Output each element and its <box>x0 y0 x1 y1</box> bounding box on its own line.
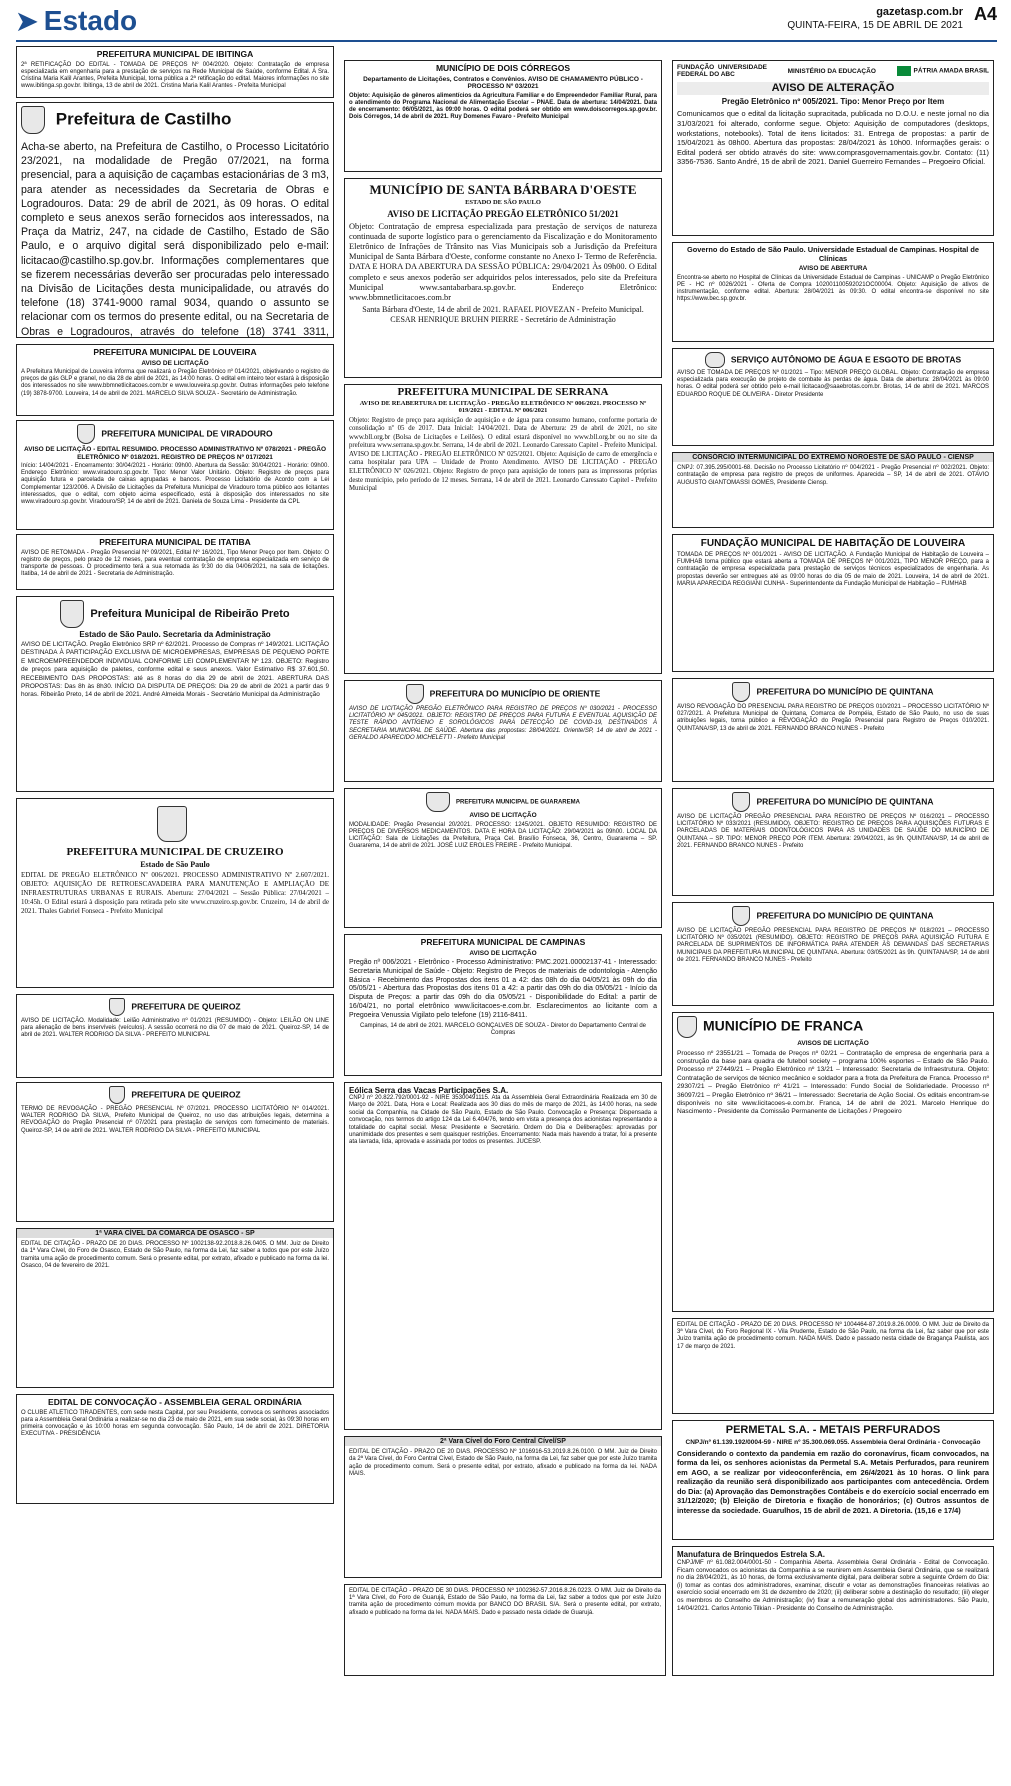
notice-permetal <box>672 1420 994 1540</box>
notice-ciensp <box>672 452 994 528</box>
notice-title: PREFEITURA MUNICIPAL DE LOUVEIRA <box>93 347 257 357</box>
notice-title: PREFEITURA MUNICIPAL DE IBITINGA <box>96 49 254 59</box>
notice-subtitle: Departamento de Licitações, Contratos e Convênios. AVISO DE CHAMAMENTO PÚBLICO - PROCESSO Nº 03/2021 <box>363 75 643 90</box>
notice-body: AVISO DE LICITAÇÃO PREGÃO ELETRÔNICO PARA REGISTRO DE PREÇOS Nº 030/2021 - PROCESSO LICITATÓRIO Nº 045/2021. OBJETO: REGISTRO DE PREÇOS PARA FUTURA E EVENTUAL AQUISIÇÃO DE TESTE RÁPIDO ANTÍGENO E SOROLÓGICOS PARA DETECÇÃO DE COVID-19, DESTINADOS À SECRETARIA MUNICIPAL DE SAÚDE. Abertura das propostas: 28/04/2021. Oriente/SP, 14 de abril de 2021 - GERALDO APARECIDO MICHELETTI - Prefeito Municipal <box>349 706 657 741</box>
notice-title: Governo do Estado de São Paulo. Universidade Estadual de Campinas. Hospital de Clínicas <box>687 245 979 263</box>
notice-viradouro <box>16 420 334 530</box>
notice-franca <box>672 1012 994 1312</box>
notice-title: SERVIÇO AUTÔNOMO DE ÁGUA E ESGOTO DE BROTAS <box>730 354 962 365</box>
notice-body: Objeto: Contratação de empresa especializada para prestação de serviços de natureza continuada de suporte logístico para o gerenciamento da Fiscalização e do Monitoramento Eletrônico de Infrações de Trânsito nas Vias Municipais sob a Jurisdição da Prefeitura Municipal de Santa Bárbara d'Oeste, conforme constante no Anexo I- Termo de Referência. DATA E HORA DA ABERTURA DA SESSÃO PÚBLICA: 29/04/2021 Às 09h00. O Edital completo e seus anexos poderão ser adquiridos pelos interessados, pelo site da Prefeitura Municipal www.santabarbara.sp.gov.br. Endereço Eletrônico: www.bbmnetlicitacoes.com.br <box>349 221 657 302</box>
notice-body: AVISO REVOGAÇÃO DO PRESENCIAL PARA REGISTRO DE PREÇOS 010/2021 – PROCESSO LICITATÓRIO Nº 027/2021. A Prefeitura Municipal de Quintana, Comarca de Pompéia, Estado de São Paulo, no uso de suas atribuições legais, torna público a REVOGAÇÃO do Pregão Presencial para Registro de Preços 010/2021. QUINTANA/SP, 13 de abril de 2021. FERNANDO BRANCO NUNES - Prefeito <box>677 704 989 732</box>
mec-label: MINISTÉRIO DA EDUCAÇÃO <box>787 67 876 75</box>
notice-castilho <box>16 102 334 338</box>
notice-body: AVISO DE RETOMADA - Pregão Presencial Nº 09/2021, Edital Nº 16/2021, Tipo Menor Preço por Item. Objeto: O registro de preços, pelo prazo de 12 meses, para eventual contratação de empresa especializada em serviço de transporte de pessoas. O procedimento terá a sua retomada às 9:30 do dia 04/06/2021, na sala de licitações. Itatiba, 14 de abril de 2021 - Secretaria de Administração. <box>21 549 329 578</box>
notice-body: Início: 14/04/2021 - Encerramento: 30/04/2021 - Horário: 09h00. Abertura da Sessão: 30/04/2021 - Horário: 09h00. Endereço Eletrônico: www.viradouro.sp.gov.br. Tipo: Menor Valor Unitário. Objeto: Registro de preços para aquisição futura e parcelada de caixas agrupadas e bancos. Processo Licitatório de Acordo com a Lei Complementar 123/2006. A Divisão de Licitações da Prefeitura Municipal de Viradouro torna público aos licitantes interessados, que o edital, com objeto acima especificado, está à disposição dos interessados no site www.viradouro.sp.gov.br. Viradouro/SP, 14 de abril de 2021. Daniela de Souza Lima - Presidente da CPL <box>21 463 329 506</box>
notice-body: 2ª RETIFICAÇÃO DO EDITAL - TOMADA DE PREÇOS Nº 004/2020. Objeto: Contratação de empresa especializada em engenharia para a prestação de serviços na Rede Municipal de Saúde, conforme Edital. A Sra. Cristina Maria Kalil Arantes, Prefeita Municipal, torna pública a 2ª retificação do edital. Maiores informações no site www.ibitinga.sp.gov.br. Ibitinga, 13 de abril de 2021. Cristina Maria Kalil Arantes - Prefeita Municipal <box>21 61 329 90</box>
notice-title: PREFEITURA MUNICIPAL DE VIRADOURO <box>101 428 273 439</box>
notice-comarca-osasco <box>16 1228 334 1388</box>
quintana-emblem-icon <box>732 792 750 812</box>
gov-logos-bar <box>677 64 989 78</box>
notice-subtitle: CNPJ/nº 61.139.192/0004-59 - NIRE nº 35.300.069.055. Assembleia Geral Ordinária - Convocação <box>685 1439 981 1446</box>
brazil-flag-icon <box>897 66 911 76</box>
notice-title: Prefeitura Municipal de Ribeirão Preto <box>90 607 290 620</box>
notice-oriente <box>344 680 662 782</box>
notice-dois-corregos <box>344 60 662 172</box>
notice-title: PREFEITURA DE QUEIROZ <box>131 1089 241 1100</box>
notice-title: MUNICÍPIO DE FRANCA <box>703 1017 864 1034</box>
ribeirao-emblem-icon <box>60 600 84 628</box>
notice-subtitle: Estado de São Paulo <box>140 860 210 869</box>
brasil-label: PÁTRIA AMADA BRASIL <box>913 67 989 75</box>
notice-title: PREFEITURA DE QUEIROZ <box>131 1001 241 1012</box>
notice-eolica <box>344 1082 662 1430</box>
notice-title: PREFEITURA MUNICIPAL DE ITATIBA <box>99 537 251 547</box>
notice-ribeirao-preto <box>16 596 334 792</box>
arrow-icon: ➤ <box>16 6 38 36</box>
notice-body: EDITAL DE PREGÃO ELETRÔNICO Nº 006/2021. PROCESSO ADMINISTRATIVO Nº 2.607/2021. OBJETO: AQUISIÇÃO DE RETROESCAVADEIRA PARA MANUTENÇÃO E AMPLIAÇÃO DE INFRAESTRUTURAS URBANAS E RURAIS. Abertura: 27/04/2021 – Sessão Pública: 27/04/2021 – 10:45h. O Edital estará à disposição para retirada pelo site www.cruzeiro.sp.gov.br. Cruzeiro, 14 de abril de 2021. Thales Gabriel Fonseca - Prefeito Municipal <box>21 870 329 915</box>
notice-title: MUNICÍPIO DE DOIS CÓRREGOS <box>435 63 571 73</box>
notice-santa-barbara <box>344 178 662 378</box>
notice-clube-convocacao <box>16 1394 334 1504</box>
notice-title: Eólica Serra das Vacas Participações S.A. <box>349 1086 509 1095</box>
notice-unicamp <box>672 242 994 342</box>
section-logo <box>16 4 176 38</box>
notice-body: MODALIDADE: Pregão Presencial 20/2021. PROCESSO: 1245/2021. OBJETO RESUMIDO: REGISTRO DE PREÇOS DE DIVERSOS MEDICAMENTOS. DATA E HORA DA LICITAÇÃO: 29/04/2021 às 09h00. LOCAL DA LICITAÇÃO: Sala de Licitações da Prefeitura, Praça Cel. Brasílio Fonseca, 36, Centro, Guararema – SP. Guararema, 14 de abril de 2021. JOSÉ LUIZ EROLES FREIRE - Prefeito Municipal. <box>349 821 657 850</box>
notice-body: Objeto: Registro de preço para aquisição de aquisição e de água para consumo humano, conforme portaria de consolidação nº 05 de 2017. Data Inicial: 14/04/2021. Data de Abertura: 29 de abril de 2021, no site www.bll.org.br (Bolsa de Licitações e Leilões). O edital estará disponível no www.bll.org.br ou no site da prefeitura www.serrana.sp.gov.br. Serrana, 14 de abril de 2021. Leonardo Caressato Capitel - Prefeito Municipal. AVISO DE LICITAÇÃO - PREGÃO ELETRÔNICO Nº 025/2021. Objeto: Aquisição de carro de emergência e cama hospitalar para UPA – Unidade de Pronto Atendimento. AVISO DE LICITAÇÃO - PREGÃO ELETRÔNICO Nº 026/2021. Objeto: Registro de preço para aquisição de toners para as impressoras próprias deste município, pelo período de 12 meses. Serrana, 14 de abril de 2021. Leonardo Caressato Capitel - Prefeito Municipal <box>349 416 657 493</box>
notice-state: ESTADO DE SÃO PAULO <box>465 199 541 206</box>
notice-title: PREFEITURA MUNICIPAL DE CRUZEIRO <box>66 846 284 858</box>
notice-body: Pregão nº 006/2021 - Eletrônico - Processo Administrativo: PMC.2021.00002137-41 - Interessado: Secretaria Municipal de Saúde - Objeto: Registro de Preços de materiais de odontologia - Atenção Básica - Recebimento das Propostas dos itens 01 a 42: das 08h do dia 04/05/21 às 09h do dia 05/05/21 - Abertura das Propostas dos itens 01 a 42: a partir das 09h do dia 05/05/21 - Início da Disputa de Preços: a partir das 09h do dia 05/05/21 - Disponibilidade do Edital: a partir de 16/04/21, no portal eletrônico www.licitacoes-e.com.br. Esclarecimentos ao licitante com a Pregoeira Venussia Vigilato pelo telefone (19) 2116-8411. <box>349 959 657 1019</box>
notice-title: CONSÓRCIO INTERMUNICIPAL DO EXTREMO NOROESTE DE SÃO PAULO - CIENSP <box>673 453 993 462</box>
notice-body: CNPJ: 07.395.295/0001-68. Decisão no Processo Licitatório nº 004/2021 - Pregão Presencial nº 002/2021. Objeto: contratação de empresa para registro de preços de uniformes. Aparecida – SP, 14 de abril de 2021. OTAVIO AUGUSTO GIANTOMASSI GOMES, Presidente Ciensp. <box>677 465 989 486</box>
notice-body: Objeto: Aquisição de gêneros alimentícios da Agricultura Familiar e do Empreendedor Familiar Rural, para o atendimento do Programa Nacional de Alimentação Escolar – PNAE. Data de abertura: 14/04/2021. Data de encerramento: 06/05/2021, às 09:00 horas. O edital poderá ser obtido em www.doiscorregos.sp.gov.br. Dois Córregos, 14 de abril de 2021. Ruy Domenes Favaro - Prefeito Municipal <box>349 92 657 121</box>
notice-body: EDITAL DE CITAÇÃO - PRAZO DE 30 DIAS. PROCESSO Nº 1002362-57.2016.8.26.0223. O MM. Juiz de Direito da 1ª Vara Cível, do Foro de Guarujá, Estado de São Paulo, na forma da Lei, faz saber a todos que por este Juízo tramita ação de procedimento comum movida por BANCO DO BRASIL S/A. Será o presente edital, por extrato, afixado e publicado na forma da lei. NADA MAIS. Dado e passado nesta cidade de Guarujá. <box>349 1588 661 1616</box>
section-title: Estado <box>43 5 138 36</box>
notice-title: 2ª Vara Cível do Foro Central Cível/SP <box>345 1437 661 1446</box>
notice-subtitle: AVISO DE REABERTURA DE LICITAÇÃO - PREGÃO ELETRÔNICO Nº 006/2021. PROCESSO Nº 019/2021 - EDITAL Nº 006/2021 <box>359 399 647 414</box>
notice-citacao-guaruja <box>344 1584 666 1676</box>
notice-body: TOMADA DE PREÇOS Nº 001/2021 - AVISO DE LICITAÇÃO. A Fundação Municipal de Habitação de Louveira – FUMHAB torna público que estará aberta a TOMADA DE PREÇOS Nº 001/2021, TIPO MENOR PREÇO, para a contratação de empresa especializada para prestação de serviços técnicos especializados de engenharia. As propostas deverão ser entregues até as 09:00 horas do dia 05 de maio de 2021. Louveira, 14 de abril de 2021. MARIA APARECIDA REGGIANI CUNHA - Superintendente da Fundação Municipal de Habitação – FUMHAB <box>677 552 989 587</box>
notice-estrela <box>672 1546 994 1676</box>
notice-title: PREFEITURA DO MUNICÍPIO DE QUINTANA <box>756 910 934 921</box>
notice-vara-franca <box>672 1318 994 1414</box>
edition-date: QUINTA-FEIRA, 15 DE ABRIL DE 2021 <box>787 20 963 31</box>
notice-title: 1ª VARA CÍVEL DA COMARCA DE OSASCO - SP <box>17 1229 333 1238</box>
notice-fumhab <box>672 534 994 672</box>
notice-title: PREFEITURA DO MUNICÍPIO DE ORIENTE <box>429 688 601 699</box>
notice-subtitle: AVISO DE LICITAÇÃO PREGÃO ELETRÔNICO 51/2021 <box>387 208 619 219</box>
guararema-emblem-icon <box>426 792 450 812</box>
queiroz-emblem-icon <box>109 1086 125 1104</box>
notice-vara-2 <box>344 1436 662 1578</box>
notice-body: CNPJ/MF nº 61.082.004/0001-50 - Companhia Aberta. Assembleia Geral Ordinária - Edital de Convocação. Ficam convocados os acionistas da Companhia a se reunirem em Assembleia Geral Ordinária, que se realizará no dia 28/04/2021, às 10 horas, de forma exclusivamente digital, para deliberar sobre a seguinte Ordem do Dia: (i) tomar as contas dos administradores, examinar, discutir e votar as demonstrações financeiras relativas ao exercício social encerrado em 31 de dezembro de 2020; (ii) deliberar sobre a destinação do resultado; (iii) eleger os membros do Conselho de Administração; (iv) fixar a remuneração global dos administradores. São Paulo, 14/04/2021. Carlos Antonio Tilkian - Presidente do Conselho de Administração. <box>677 1559 989 1612</box>
notice-subtitle: AVISOS DE LICITAÇÃO <box>797 1040 869 1047</box>
notice-title: PREFEITURA MUNICIPAL DE CAMPINAS <box>420 937 586 947</box>
notice-ufabc <box>672 60 994 236</box>
notice-body: Comunicamos que o edital da licitação supracitada, publicada no D.O.U. e neste jornal no dia 31/03/2021 foi alterado, conforme segue. Objeto: Aquisição de computadores (desktops, workstations, notebooks). Total de itens licitados: 31. Entrega de propostas: a partir de 15/04/2021 às 08h00. Abertura das propostas: 28/04/2021 às 10h00. Informações gerais: o Edital poderá ser obtido através do site: www.comprasgovernamentais.gov.br. Contato: (11) 3356-7536. Santo André, 15 de abril de 2021. Daniel Guerreiro Fernandes – Pregoeiro Oficial. <box>677 109 989 167</box>
notice-body: AVISO DE LICITAÇÃO PREGÃO PRESENCIAL PARA REGISTRO DE PREÇOS Nº 018/2021 – PROCESSO LICITATÓRIO Nº 035/2021 (RESUMIDO). OBJETO: REGISTRO DE PREÇOS PARA AQUISIÇÃO FUTURA E PARCELADA DE SUPRIMENTOS DE INFORMÁTICA PARA ATENDER ÀS DEMANDAS DAS SECRETARIAS MUNICIPAIS DA PREFEITURA MUNICIPAL DE QUINTANA. Abertura: 03/05/2021 às 9h. QUINTANA/SP, 14 de abril de 2021. FERNANDO BRANCO NUNES - Prefeito <box>677 928 989 963</box>
notice-title: MUNICÍPIO DE SANTA BÁRBARA D'OESTE <box>369 182 637 197</box>
notice-title: PREFEITURA DO MUNICÍPIO DE QUINTANA <box>756 686 934 697</box>
notice-body: Processo nº 23551/21 – Tomada de Preços nº 02/21 – Contratação de empresa de engenharia para a construção da base para quadra de futebol society – programa 100% esportes – Estado de São Paulo. Processo nº 27449/21 – Pregão Eletrônico nº 13/21 – Interessado: Secretaria de Infraestrutura. Objeto: Contratação de serviços de técnico mecânico e soldador para a frota da Prefeitura de Franca. Processo nº 29307/21 – Pregão Eletrônico nº 41/21 – Interessado: Fundo Social de Solidariedade. Processo nº 36097/21 – Pregão Eletrônico nº 36/21 – Interessado: Secretaria de Ação Social. Os editais encontram-se disponíveis no site www.licitacoes-e.com.br. Franca, 14 de abril de 2021. Marcelo Henrique do Nascimento - Presidente da Comissão Permanente de Licitações / Pregoeiro <box>677 1049 989 1116</box>
notice-body: EDITAL DE CITAÇÃO - PRAZO DE 20 DIAS. PROCESSO Nº 1016916-53.2019.8.26.0100. O MM. Juiz de Direito da 2ª Vara Cível, do Foro Central Cível, Estado de São Paulo, na forma da Lei, faz saber que por este Juízo tramita ação de procedimento comum. Será o presente edital, por extrato, afixado e publicado na forma da lei. NADA MAIS. <box>349 1449 657 1477</box>
notice-body: TERMO DE REVOGAÇÃO - PREGÃO PRESENCIAL Nº 07/2021. PROCESSO LICITATÓRIO Nº 014/2021. WALTER RODRIGO DA SILVA, Prefeito Municipal de Queiroz, no uso das atribuições legais, determina a REVOGAÇÃO do Pregão Presencial nº 07/2021 para prestação de serviços com fornecimento de materiais. Queiroz-SP, 14 de abril de 2021. WALTER RODRIGO DA SILVA - PREFEITO MUNICIPAL <box>21 1106 329 1134</box>
notice-quintana-2 <box>672 788 994 896</box>
notice-ibitinga <box>16 46 334 98</box>
notice-saae-brotas <box>672 348 994 446</box>
notice-title: Manufatura de Brinquedos Estrela S.A. <box>677 1550 826 1559</box>
notice-campinas <box>344 934 662 1076</box>
notice-title: EDITAL DE CONVOCAÇÃO - ASSEMBLEIA GERAL ORDINÁRIA <box>48 1397 302 1407</box>
notice-body: O CLUBE ATLETICO TIRADENTES, com sede nesta Capital, por seu Presidente, convoca os senhores associados para a Assembleia Geral Ordinária a realizar-se no dia 23 de maio de 2021, em sua sede social, às 09:30 horas em primeira convocação e às 10:00 horas em segunda convocação. São Paulo, 14 de abril de 2021. DIRETORIA EXECUTIVA - PRESIDÊNCIA <box>21 1409 329 1438</box>
notice-subtitle: AVISO DE LICITAÇÃO <box>141 359 209 367</box>
notice-subtitle: Pregão Eletrônico nº 005/2021. Tipo: Menor Preço por Item <box>721 97 945 107</box>
notice-serrana <box>344 384 662 674</box>
notice-signature: Campinas, 14 de abril de 2021. MARCELO GONÇALVES DE SOUZA - Diretor do Departamento Central de Compras <box>359 1022 646 1036</box>
saae-logo-icon <box>705 352 725 368</box>
notice-subtitle: AVISO DE ABERTURA <box>798 265 868 273</box>
notice-body: Considerando o contexto da pandemia em razão do coronavírus, ficam convocados, na forma da lei, os senhores acionistas da Permetal S.A. Metais Perfurados, para reunirem em AGO, a se realizar por videoconferência, em 26/4/2021 às 10 horas. O link para realização da reunião será disponibilizado aos participantes com antecedência. Ordem do Dia: (a) Aprovação das Demonstrações Contábeis e do exercício social encerrado em 31/12/2020; (b) Eleição de Diretoria e fixação de honorários; (c) Outros assuntos de interesse da sociedade. Guarulhos, 15 de abril de 2021. A Diretoria. (15,16 e 17/4) <box>677 1448 989 1516</box>
quintana-emblem-icon <box>732 906 750 926</box>
notice-title: FUNDAÇÃO MUNICIPAL DE HABITAÇÃO DE LOUVEIRA <box>700 538 966 549</box>
notice-body: CNPJ nº 20.822.792/0001-92 - NIRE 35300491115. Ata da Assembleia Geral Extraordinária Realizada em 30 de Março de 2021. Data, Hora e Local: Realizada aos 30 dias do mês de março de 2021, às 14:00 horas, na sede social da Companhia, na Cidade de São Paulo, Estado de São Paulo. Convocação e Presença: Dispensada a convocação, nos termos do artigo 124 da Lei 6.404/76, tendo em vista a presença dos acionistas representando a totalidade do capital social. Mesa: Presidente e Secretário. Ordem do Dia e Deliberações: aprovadas por unanimidade dos presentes e sem quaisquer restrições. Encerramento: Nada mais havendo a tratar, foi a presente ata lavrada, lida, aprovada e assinada por todos os presentes. JUCESP. <box>349 1095 657 1146</box>
notice-louveira <box>16 344 334 416</box>
notice-title: PREFEITURA DO MUNICÍPIO DE QUINTANA <box>756 796 934 807</box>
notice-subtitle: AVISO DE LICITAÇÃO <box>469 812 537 819</box>
header-rule <box>16 40 997 42</box>
notice-subtitle: AVISO DE LICITAÇÃO - EDITAL RESUMIDO. PROCESSO ADMINISTRATIVO Nº 078/2021 - PREGÃO ELETRÔNICO Nº 018/2021. REGISTRO DE PREÇOS Nº 017/2021 <box>23 446 326 461</box>
notice-itatiba <box>16 534 334 590</box>
notice-queiroz-2 <box>16 1082 334 1222</box>
notice-body: AVISO DE LICITAÇÃO PREGÃO PRESENCIAL PARA REGISTRO DE PREÇOS Nº 016/2021 – PROCESSO LICITATÓRIO Nº 033/2021 (RESUMIDO). OBJETO: REGISTRO DE PREÇOS PARA AQUISIÇÕES FUTURAS E PARCELADAS DE MATERIAIS ODONTOLÓGICOS PARA AS UNIDADES DE SAÚDE DO MUNICÍPIO DE QUINTANA – SP. TIPO: MENOR PREÇO POR ITEM. Abertura: 29/04/2021, às 9h. QUINTANA/SP, 14 de abril de 2021. FERNANDO BRANCO NUNES - Prefeito <box>677 814 989 849</box>
notice-title: PREFEITURA MUNICIPAL DE SERRANA <box>397 386 609 398</box>
site-url[interactable]: gazetasp.com.br <box>876 6 963 18</box>
notice-title: Prefeitura de Castilho <box>55 109 232 129</box>
notice-title: PREFEITURA MUNICIPAL DE GUARAREMA <box>456 799 580 806</box>
franca-emblem-icon <box>677 1016 697 1038</box>
notice-body: EDITAL DE CITAÇÃO - PRAZO DE 20 DIAS. PROCESSO Nº 1002138-92.2018.8.26.0405. O MM. Juiz de Direito da 1ª Vara Cível, do Foro de Osasco, Estado de São Paulo, na forma da Lei, faz saber a todos que por este Juízo tramita uma ação de procedimento comum. Será o presente edital, por extrato, afixado e publicado na forma da lei. Osasco, 04 de fevereiro de 2021. <box>21 1241 329 1269</box>
castilho-emblem-icon <box>21 106 45 134</box>
notice-body: Acha-se aberto, na Prefeitura de Castilho, o Processo Licitatório 23/2021, na modalidade de Pregão 07/2021, na forma presencial, para a aquisição de caçambas estacionárias de 3 m3, para atender as necessidades da Secretaria de Obras e Logradouros. Data: 29 de abril de 2021, às 09 horas. O edital completo e seus anexos serão fornecidos aos interessados, na Praça da Matriz, 247, na cidade de Castilho, Estado de São Paulo, e o arquivo digital será disponibilizado pelo e-mail: licitacao@castilho.sp.gov.br. Informações complementares que se fizerem necessárias deverão ser procuradas pelo interessado na Divisão de Licitações desta municipalidade, ou através do telefone (18) 3741-9000 ramal 9034, quando o assunto se relacionar com os termos do presente edital, ou na Secretaria de Obras e Logradouros, através do telefone (18) 3741 3311, <box>21 141 329 338</box>
quintana-emblem-icon <box>732 682 750 702</box>
notice-quintana-1 <box>672 678 994 782</box>
ufabc-label: FUNDAÇÃO UNIVERSIDADE FEDERAL DO ABC <box>677 64 767 79</box>
queiroz-emblem-icon <box>109 998 125 1016</box>
notice-body: AVISO DE LICITAÇÃO. Modalidade: Leilão Administrativo nº 01/2021 (RESUMIDO) - Objeto: LEILÃO ON LINE para alienação de bens inservíveis (veículos). A sessão ocorrerá no dia 07 de maio de 2021. Queiroz-SP, 14 de abril de 2021. WALTER RODRIGO DA SILVA - PREFEITO MUNICIPAL <box>21 1018 329 1039</box>
cruzeiro-emblem-icon <box>157 806 187 842</box>
notice-cruzeiro <box>16 798 334 988</box>
notice-title: PERMETAL S.A. - METAIS PERFURADOS <box>725 1424 941 1436</box>
page-number: A4 <box>973 6 997 24</box>
notice-body: EDITAL DE CITAÇÃO - PRAZO DE 20 DIAS. PROCESSO Nº 1004464-87.2019.8.26.0009. O MM. Juiz de Direito da 3ª Vara Cível, do Foro Regional IX - Vila Prudente, Estado de São Paulo, na forma da Lei, faz saber que por este Juízo tramita ação de procedimento comum. NADA MAIS. Dado e passado nesta cidade de Bragança Paulista, aos 17 de março de 2021. <box>677 1322 989 1350</box>
notice-body: AVISO DE LICITAÇÃO. Pregão Eletrônico SRP nº 62/2021. Processo de Compras nº 149/2021. LICITAÇÃO DESTINADA À PARTICIPAÇÃO EXCLUSIVA DE MICROEMPRESAS, EMPRESAS DE PEQUENO PORTE E MICROEMPREENDEDOR INDIVIDUAL CONFORME LEI COMPLEMENTAR Nº 123. OBJETO: Registro de preços para aquisição de paletes, conforme edital e seus anexos. Valor Estimativo R$ 37.601,50. RECEBIMENTO DAS PROPOSTAS: até as 8 horas do dia 29 de abril de 2021. ABERTURA DAS PROPOSTAS: Das 8h às 8h30. INÍCIO DA DISPUTA DE PREÇOS: Dia 29 de abril de 2021 a partir das 9 horas. Ribeirão Preto, 14 de abril de 2021. André Almeida Morais - Secretário Municipal da Administração <box>21 641 329 699</box>
viradouro-emblem-icon <box>77 424 95 444</box>
notice-subtitle: AVISO DE LICITAÇÃO <box>469 949 537 957</box>
notice-body: Encontra-se aberto no Hospital de Clínicas da Universidade Estadual de Campinas - UNICAMP o Pregão Eletrônico PE - HC nº 0026/2021 - Oferta de Compra 102001100592021OC00004. Objeto: Aquisição de ativos de instrumentação, conforme edital. Abertura: 28/04/2021 às 09:30. O edital encontra-se disponível no site https://www.bec.sp.gov.br. <box>677 274 989 303</box>
notice-guararema <box>344 788 662 928</box>
notice-queiroz-1 <box>16 994 334 1078</box>
notice-body: AVISO DE TOMADA DE PREÇOS Nº 01/2021 – Tipo: MENOR PREÇO GLOBAL. Objeto: Contratação de empresa especializada para execução de projeto de combate às perdas de água. Data de abertura: 28/04/2021 às 09:00 horas. O edital poderá ser obtido pelo e-mail licitacao@saaebrotas.com.br. Brotas, 14 de abril de 2021. MARCOS EDUARDO ROQUE DE OLIVEIRA - Diretor Presidente <box>677 370 989 398</box>
notice-body: A Prefeitura Municipal de Louveira informa que realizará o Pregão Eletrônico nº 014/2021, objetivando o registro de preços de gás GLP e granel, no dia 28 de abril de 2021, às 14:00 horas. O edital em inteiro teor estará à disposição dos interessados no site www.bbmnetlicitacoes.com.br e www.louveira.sp.gov.br. Outras informações pelo telefone (19) 3878-9700. Louveira, 14 de abril de 2021. MARCELO SILVA SOUZA - Secretário de Administração. <box>21 369 329 397</box>
header-info <box>667 6 997 36</box>
oriente-emblem-icon <box>406 684 424 704</box>
notice-signature: Santa Bárbara d'Oeste, 14 de abril de 2021. RAFAEL PIOVEZAN - Prefeito Municipal. CESAR HENRIQUE BRUHN PIERRE - Secretário de Administração <box>362 305 644 325</box>
notice-title: AVISO DE ALTERAÇÃO <box>677 82 989 95</box>
notice-quintana-3 <box>672 902 994 1006</box>
notice-subtitle: Estado de São Paulo. Secretaria da Administração <box>79 630 271 639</box>
